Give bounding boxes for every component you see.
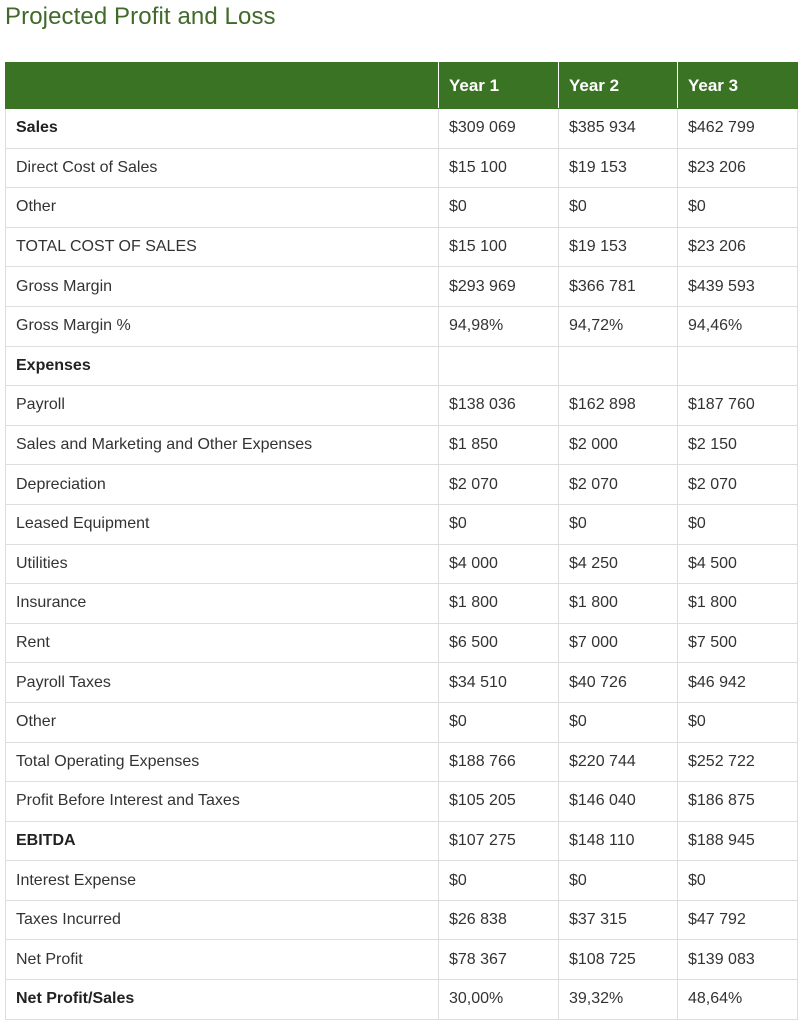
year-1-value: $15 100: [439, 148, 559, 188]
year-1-value: $107 275: [439, 821, 559, 861]
row-label: Utilities: [6, 544, 439, 584]
year-3-value: $46 942: [678, 663, 798, 703]
year-3-value: $188 945: [678, 821, 798, 861]
row-label: Other: [6, 188, 439, 228]
year-1-value: $4 000: [439, 544, 559, 584]
row-label: Payroll Taxes: [6, 663, 439, 703]
year-1-value: $293 969: [439, 267, 559, 307]
table-header: [6, 63, 798, 109]
year-1-value: $0: [439, 504, 559, 544]
table-row: [6, 980, 798, 1020]
year-2-value: $2 000: [559, 425, 678, 465]
row-label: Expenses: [6, 346, 439, 386]
table-row: [6, 425, 798, 465]
table-row: [6, 900, 798, 940]
row-label: Rent: [6, 623, 439, 663]
year-1-value: $2 070: [439, 465, 559, 505]
year-3-value: $187 760: [678, 386, 798, 426]
table-row: [6, 663, 798, 703]
year-3-value: $4 500: [678, 544, 798, 584]
table-row: [6, 821, 798, 861]
row-label: Gross Margin: [6, 267, 439, 307]
year-3-value: $252 722: [678, 742, 798, 782]
table-row: [6, 544, 798, 584]
row-label: Payroll: [6, 386, 439, 426]
year-3-value: $23 206: [678, 148, 798, 188]
row-label: EBITDA: [6, 821, 439, 861]
year-2-value: [559, 346, 678, 386]
year-2-value: 94,72%: [559, 306, 678, 346]
row-label: Profit Before Interest and Taxes: [6, 782, 439, 822]
row-label: Sales and Marketing and Other Expenses: [6, 425, 439, 465]
page-title: Projected Profit and Loss: [5, 3, 276, 30]
year-2-value: $385 934: [559, 109, 678, 149]
header-cell-year-1: Year 1: [439, 63, 559, 109]
row-label: Total Operating Expenses: [6, 742, 439, 782]
year-3-value: $7 500: [678, 623, 798, 663]
table-row: [6, 504, 798, 544]
year-3-value: [678, 346, 798, 386]
profit-loss-table: [5, 62, 798, 1020]
row-label: Net Profit: [6, 940, 439, 980]
year-1-value: $105 205: [439, 782, 559, 822]
year-3-value: $2 070: [678, 465, 798, 505]
year-1-value: 94,98%: [439, 306, 559, 346]
table-row: [6, 148, 798, 188]
row-label: Net Profit/Sales: [6, 980, 439, 1020]
year-2-value: $0: [559, 504, 678, 544]
table-row: [6, 584, 798, 624]
table-row: [6, 782, 798, 822]
table-row: [6, 227, 798, 267]
year-3-value: $462 799: [678, 109, 798, 149]
year-1-value: $1 850: [439, 425, 559, 465]
year-3-value: $0: [678, 861, 798, 901]
year-1-value: 30,00%: [439, 980, 559, 1020]
year-1-value: $1 800: [439, 584, 559, 624]
year-3-value: $1 800: [678, 584, 798, 624]
header-cell-year-2: Year 2: [559, 63, 678, 109]
header-row: [6, 63, 798, 109]
year-1-value: [439, 346, 559, 386]
row-label: Leased Equipment: [6, 504, 439, 544]
year-1-value: $34 510: [439, 663, 559, 703]
year-3-value: $2 150: [678, 425, 798, 465]
year-3-value: 94,46%: [678, 306, 798, 346]
year-1-value: $26 838: [439, 900, 559, 940]
year-3-value: $0: [678, 504, 798, 544]
year-1-value: $0: [439, 188, 559, 228]
year-2-value: $220 744: [559, 742, 678, 782]
year-3-value: $47 792: [678, 900, 798, 940]
year-3-value: $0: [678, 188, 798, 228]
header-cell-label: [6, 63, 439, 109]
year-3-value: 48,64%: [678, 980, 798, 1020]
table-row: [6, 109, 798, 149]
table-row: [6, 267, 798, 307]
row-label: Sales: [6, 109, 439, 149]
table-row: [6, 188, 798, 228]
year-1-value: $6 500: [439, 623, 559, 663]
year-2-value: $0: [559, 861, 678, 901]
year-2-value: $2 070: [559, 465, 678, 505]
year-2-value: $0: [559, 188, 678, 228]
table-row: [6, 742, 798, 782]
table-row: [6, 346, 798, 386]
row-label: Gross Margin %: [6, 306, 439, 346]
year-2-value: $146 040: [559, 782, 678, 822]
table-row: [6, 306, 798, 346]
year-2-value: $19 153: [559, 227, 678, 267]
year-1-value: $0: [439, 702, 559, 742]
table-row: [6, 861, 798, 901]
year-1-value: $309 069: [439, 109, 559, 149]
year-3-value: $139 083: [678, 940, 798, 980]
row-label: Depreciation: [6, 465, 439, 505]
year-2-value: $37 315: [559, 900, 678, 940]
year-2-value: $0: [559, 702, 678, 742]
year-2-value: $162 898: [559, 386, 678, 426]
year-2-value: $7 000: [559, 623, 678, 663]
year-1-value: $0: [439, 861, 559, 901]
row-label: Insurance: [6, 584, 439, 624]
table-row: [6, 386, 798, 426]
year-1-value: $188 766: [439, 742, 559, 782]
row-label: Other: [6, 702, 439, 742]
year-3-value: $0: [678, 702, 798, 742]
year-2-value: $19 153: [559, 148, 678, 188]
year-1-value: $138 036: [439, 386, 559, 426]
table-row: [6, 702, 798, 742]
header-cell-year-3: Year 3: [678, 63, 798, 109]
row-label: TOTAL COST OF SALES: [6, 227, 439, 267]
year-2-value: $4 250: [559, 544, 678, 584]
row-label: Taxes Incurred: [6, 900, 439, 940]
year-1-value: $15 100: [439, 227, 559, 267]
year-2-value: 39,32%: [559, 980, 678, 1020]
year-2-value: $366 781: [559, 267, 678, 307]
table-row: [6, 465, 798, 505]
row-label: Interest Expense: [6, 861, 439, 901]
year-2-value: $108 725: [559, 940, 678, 980]
row-label: Direct Cost of Sales: [6, 148, 439, 188]
year-2-value: $1 800: [559, 584, 678, 624]
year-3-value: $439 593: [678, 267, 798, 307]
table-row: [6, 623, 798, 663]
table-row: [6, 940, 798, 980]
year-3-value: $23 206: [678, 227, 798, 267]
year-3-value: $186 875: [678, 782, 798, 822]
year-2-value: $148 110: [559, 821, 678, 861]
table-body: [6, 109, 798, 1020]
year-1-value: $78 367: [439, 940, 559, 980]
year-2-value: $40 726: [559, 663, 678, 703]
